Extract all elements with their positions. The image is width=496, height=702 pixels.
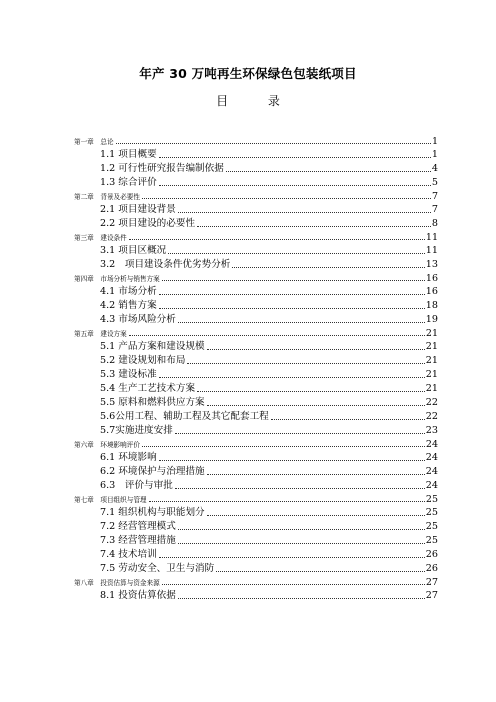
toc-entry-label: 2.2 项目建设的必要性 <box>100 218 196 230</box>
toc-entry-label: 5.4 生产工艺技术方案 <box>100 383 196 395</box>
dot-leader <box>178 528 425 530</box>
toc-page-number: 25 <box>425 535 438 547</box>
toc-entry-label: 4.3 市场风险分析 <box>100 314 176 326</box>
toc-page-number: 27 <box>425 576 438 588</box>
toc-page-number: 7 <box>431 204 438 216</box>
dot-leader <box>178 211 431 213</box>
toc-entry-label: 第一章 总论 <box>74 138 114 147</box>
toc-page-number: 25 <box>425 493 438 505</box>
toc-page-number: 25 <box>425 521 438 533</box>
toc-entry-label: 5.6公用工程、辅助工程及其它配套工程 <box>100 411 269 423</box>
toc-section-entry[interactable] <box>74 422 438 436</box>
toc-page-number: 25 <box>425 507 438 519</box>
dot-leader <box>129 334 425 336</box>
toc-entry-label: 5.3 建设标准 <box>100 369 157 381</box>
toc-page-number: 26 <box>425 549 438 561</box>
dot-leader <box>197 390 425 392</box>
toc-entry-label: 5.7实施进度安排 <box>100 425 173 437</box>
toc-entry-label: 第二章 背景及必要性 <box>74 193 140 202</box>
toc-chapter-entry[interactable] <box>74 133 438 146</box>
dot-leader <box>175 432 425 434</box>
toc-section-entry[interactable] <box>74 338 438 352</box>
dot-leader <box>116 142 431 144</box>
toc-section-entry[interactable] <box>74 366 438 380</box>
toc-section-entry[interactable] <box>74 587 438 601</box>
toc-page-number: 5 <box>431 177 438 189</box>
toc-section-entry[interactable] <box>74 380 438 394</box>
dot-leader <box>159 156 431 158</box>
toc-page-number: 22 <box>425 411 438 423</box>
toc-entry-label: 1.3 综合评价 <box>100 177 157 189</box>
toc-section-entry[interactable] <box>74 463 438 477</box>
toc-page-number: 1 <box>431 149 438 161</box>
toc-entry-label: 1.2 可行性研究报告编制依据 <box>100 163 224 175</box>
dot-leader <box>159 184 431 186</box>
dot-leader <box>207 473 425 475</box>
table-of-contents <box>74 133 438 601</box>
toc-page-number: 24 <box>425 466 438 478</box>
toc-section-entry[interactable] <box>74 546 438 560</box>
toc-chapter-entry[interactable] <box>74 188 438 201</box>
toc-entry-label: 7.2 经营管理模式 <box>100 521 176 533</box>
dot-leader <box>159 293 425 295</box>
toc-section-entry[interactable] <box>74 146 438 160</box>
toc-section-entry[interactable] <box>74 560 438 574</box>
toc-chapter-entry[interactable] <box>74 574 438 587</box>
toc-section-entry[interactable] <box>74 242 438 256</box>
dot-leader <box>207 348 425 350</box>
toc-entry-label: 5.1 产品方案和建设规模 <box>100 341 205 353</box>
toc-entry-label: 6.2 环境保护与治理措施 <box>100 466 205 478</box>
dot-leader <box>142 197 431 199</box>
dot-leader <box>216 570 425 572</box>
dot-leader <box>175 487 425 489</box>
toc-entry-label: 3.2 项目建设条件优劣势分析 <box>100 259 231 271</box>
dot-leader <box>207 514 425 516</box>
toc-entry-label: 第六章 环境影响评价 <box>74 441 140 450</box>
toc-section-entry[interactable] <box>74 311 438 325</box>
toc-section-entry[interactable] <box>74 297 438 311</box>
toc-section-entry[interactable] <box>74 215 438 229</box>
toc-page-number: 27 <box>425 590 438 602</box>
dot-leader <box>226 170 431 172</box>
toc-page-number: 4 <box>431 163 438 175</box>
toc-page-number: 26 <box>425 563 438 575</box>
toc-page-number: 18 <box>425 300 438 312</box>
toc-page-number: 21 <box>425 341 438 353</box>
toc-page-number: 7 <box>431 190 438 202</box>
dot-leader <box>197 225 431 227</box>
toc-page-number: 24 <box>425 438 438 450</box>
toc-page-number: 11 <box>425 245 438 257</box>
dot-leader <box>159 459 425 461</box>
toc-entry-label: 6.1 环境影响 <box>100 452 157 464</box>
toc-entry-label: 3.1 项目区概况 <box>100 245 167 257</box>
dot-leader <box>159 556 425 558</box>
toc-page-number: 13 <box>425 259 438 271</box>
dot-leader <box>159 307 425 309</box>
toc-entry-label: 2.1 项目建设背景 <box>100 204 176 216</box>
toc-section-entry[interactable] <box>74 532 438 546</box>
toc-page-number: 11 <box>425 231 438 243</box>
toc-chapter-entry[interactable] <box>74 436 438 449</box>
toc-entry-label: 5.5 原料和燃料供应方案 <box>100 397 205 409</box>
dot-leader <box>162 279 425 281</box>
toc-section-entry[interactable] <box>74 408 438 422</box>
toc-entry-label: 8.1 投资估算依据 <box>100 590 176 602</box>
toc-entry-label: 4.1 市场分析 <box>100 286 157 298</box>
dot-leader <box>142 445 425 447</box>
toc-entry-label: 7.3 经营管理措施 <box>100 535 176 547</box>
toc-section-entry[interactable] <box>74 449 438 463</box>
dot-leader <box>207 404 425 406</box>
toc-section-entry[interactable] <box>74 504 438 518</box>
toc-section-entry[interactable] <box>74 394 438 408</box>
toc-page-number: 23 <box>425 425 438 437</box>
toc-section-entry[interactable] <box>74 174 438 188</box>
toc-entry-label: 第三章 建设条件 <box>74 234 127 243</box>
dot-leader <box>232 266 424 268</box>
toc-entry-label: 第四章 市场分析与销售方案 <box>74 275 160 284</box>
toc-entry-label: 7.4 技术培训 <box>100 549 157 561</box>
toc-section-entry[interactable] <box>74 518 438 532</box>
toc-section-entry[interactable] <box>74 256 438 270</box>
toc-page-number: 24 <box>425 480 438 492</box>
toc-chapter-entry[interactable] <box>74 270 438 283</box>
toc-section-entry[interactable] <box>74 352 438 366</box>
dot-leader <box>149 500 425 502</box>
toc-section-entry[interactable] <box>74 477 438 491</box>
dot-leader <box>187 362 424 364</box>
toc-page-number: 22 <box>425 397 438 409</box>
dot-leader <box>162 583 425 585</box>
toc-entry-label: 4.2 销售方案 <box>100 300 157 312</box>
dot-leader <box>178 597 425 599</box>
toc-page-number: 24 <box>425 452 438 464</box>
toc-entry-label: 5.2 建设规划和布局 <box>100 355 186 367</box>
toc-section-entry[interactable] <box>74 201 438 215</box>
dot-leader <box>178 542 425 544</box>
dot-leader <box>168 252 425 254</box>
toc-entry-label: 1.1 项目概要 <box>100 149 157 161</box>
toc-chapter-entry[interactable] <box>74 325 438 338</box>
toc-entry-label: 7.5 劳动安全、卫生与消防 <box>100 563 215 575</box>
toc-chapter-entry[interactable] <box>74 229 438 242</box>
toc-page-number: 21 <box>425 383 438 395</box>
toc-page-number: 1 <box>431 135 438 147</box>
dot-leader <box>159 376 425 378</box>
toc-entry-label: 第七章 项目组织与管理 <box>74 496 147 505</box>
toc-page-number: 16 <box>425 272 438 284</box>
toc-page-number: 21 <box>425 327 438 339</box>
dot-leader <box>271 418 425 420</box>
toc-entry-label: 7.1 组织机构与职能划分 <box>100 507 205 519</box>
toc-entry-label: 6.3 评价与审批 <box>100 480 173 492</box>
toc-chapter-entry[interactable] <box>74 491 438 504</box>
dot-leader <box>129 238 425 240</box>
document-title: 年产 30 万吨再生环保绿色包装纸项目 <box>139 66 357 81</box>
toc-entry-label: 第八章 投资估算与资金来源 <box>74 579 160 588</box>
toc-section-entry[interactable] <box>74 283 438 297</box>
toc-page-number: 16 <box>425 286 438 298</box>
toc-entry-label: 第五章 建设方案 <box>74 330 127 339</box>
toc-page-number: 21 <box>425 369 438 381</box>
toc-heading: 目 录 <box>216 94 298 108</box>
toc-section-entry[interactable] <box>74 160 438 174</box>
dot-leader <box>178 321 425 323</box>
toc-page-number: 21 <box>425 355 438 367</box>
toc-page-number: 8 <box>431 218 438 230</box>
toc-page-number: 19 <box>425 314 438 326</box>
